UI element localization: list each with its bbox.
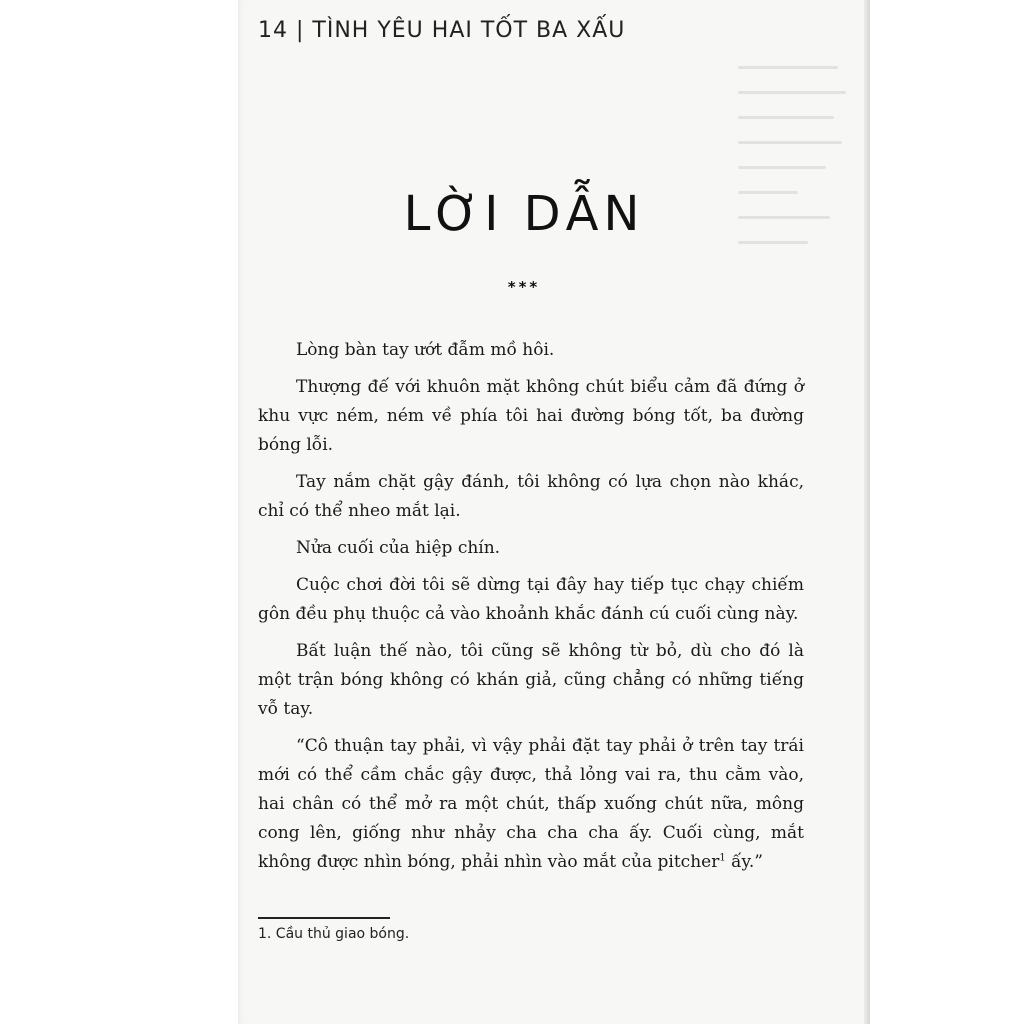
chapter-title: LỜI DẪN (403, 186, 645, 242)
page-number: 14 (258, 18, 288, 43)
bleed-through-text (738, 66, 848, 276)
running-header (258, 18, 625, 43)
footnote-reference: 1 (719, 852, 726, 864)
section-ornament: *** (507, 278, 541, 296)
quote-tail: ấy.” (725, 852, 763, 872)
footnote: 1. Cầu thủ giao bóng. (258, 926, 410, 942)
paragraph: Nửa cuối của hiệp chín. (296, 538, 501, 558)
header-separator: | (296, 18, 305, 43)
footnote-rule (258, 917, 390, 919)
page-edge-shadow (864, 0, 870, 1024)
paragraph-quote (258, 732, 804, 877)
paragraph: Tay nắm chặt gậy đánh, tôi không có lựa chọn nào khác, chỉ có thể nheo mắt lại. (258, 472, 804, 521)
book-title: TÌNH YÊU HAI TỐT BA XẤU (312, 18, 626, 43)
paragraph: Lòng bàn tay ướt đẫm mồ hôi. (296, 340, 555, 360)
book-page (238, 0, 870, 1024)
paragraph: Thượng đế với khuôn mặt không chút biểu cảm đã đứng ở khu vực ném, ném về phía tôi hai đường bóng tốt, ba đường bóng lỗi. (258, 377, 804, 455)
quote-text: “Cô thuận tay phải, vì vậy phải đặt tay phải ở trên tay trái mới có thể cầm chắc gậy được, thả lỏng vai ra, thu cằm vào, hai chân có thể mở ra một chút, thấp xuống chút nữa, mông cong lên, giống như nhảy cha cha cha ấy. Cuối cùng, mắt không được nhìn bóng, phải nhìn vào mắt của pitcher (258, 736, 804, 872)
paragraph: Bất luận thế nào, tôi cũng sẽ không từ bỏ, dù cho đó là một trận bóng không có khán giả, cũng chẳng có những tiếng vỗ tay. (258, 641, 804, 719)
paragraph: Cuộc chơi đời tôi sẽ dừng tại đây hay tiếp tục chạy chiếm gôn đều phụ thuộc cả vào khoảnh khắc đánh cú cuối cùng này. (258, 575, 804, 624)
body-text (258, 336, 804, 885)
